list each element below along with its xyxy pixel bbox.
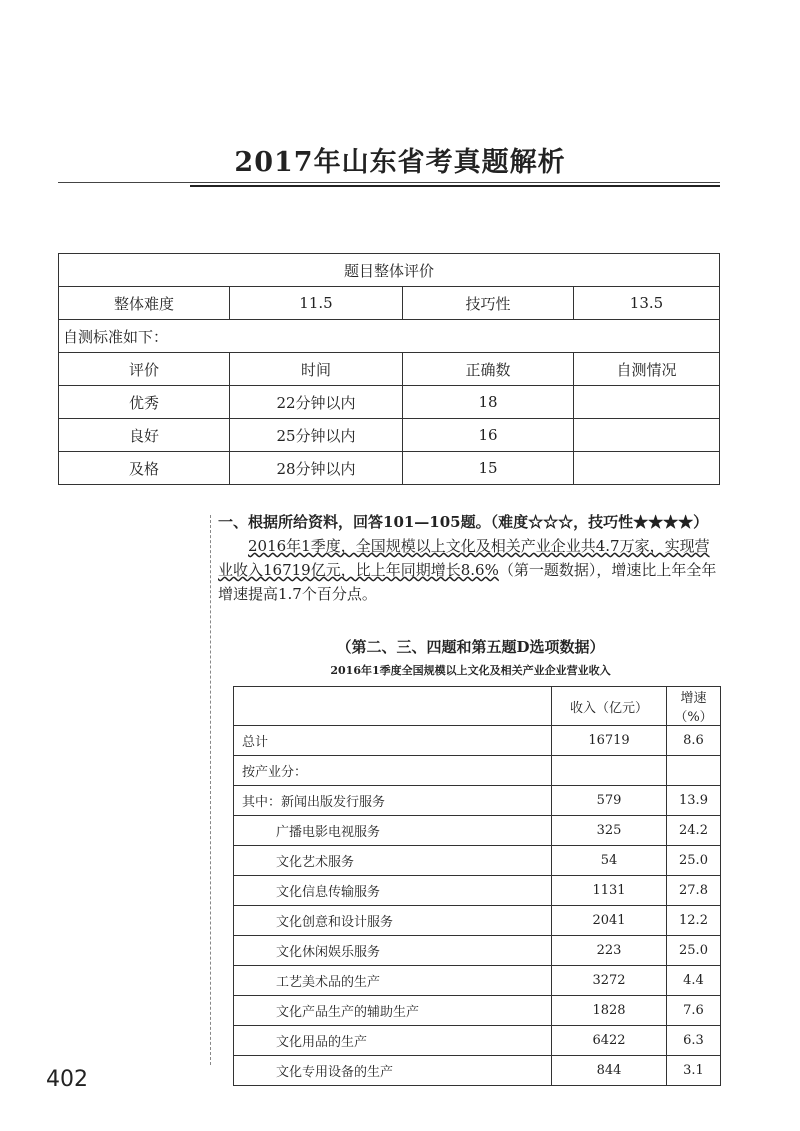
rating-cell: 优秀 (59, 386, 230, 419)
evaluation-table (58, 253, 720, 485)
page-title: 2017年山东省考真题解析 (234, 147, 566, 178)
revenue-table (233, 686, 721, 1086)
self-cell (574, 452, 720, 485)
title-rule-thin (58, 182, 720, 183)
income-cell: 1828 (552, 996, 667, 1026)
table-row (59, 419, 720, 452)
skill-value: 13.5 (574, 287, 720, 320)
growth-cell: 25.0 (667, 936, 721, 966)
margin-dashed-line (210, 515, 211, 1065)
industry-cell: 文化用品的生产 (234, 1026, 552, 1056)
table-row (234, 1056, 721, 1086)
time-cell: 22分钟以内 (230, 386, 403, 419)
table-caption: 2016年1季度全国规模以上文化及相关产业企业营业收入 (330, 664, 611, 677)
self-cell (574, 386, 720, 419)
industry-cell: 文化创意和设计服务 (234, 906, 552, 936)
industry-cell: 广播电影电视服务 (234, 816, 552, 846)
industry-cell: 文化艺术服务 (234, 846, 552, 876)
growth-cell (667, 756, 721, 786)
industry-cell: 文化专用设备的生产 (234, 1056, 552, 1086)
skill-label: 技巧性 (403, 287, 574, 320)
industry-cell: 文化产品生产的辅助生产 (234, 996, 552, 1026)
question-heading: 一、根据所给资料，回答101—105题。（难度☆☆☆，技巧性★★★★） (218, 513, 709, 531)
industry-cell: 其中：新闻出版发行服务 (234, 786, 552, 816)
income-cell: 2041 (552, 906, 667, 936)
growth-cell: 13.9 (667, 786, 721, 816)
table-row (234, 756, 721, 786)
growth-cell: 8.6 (667, 726, 721, 756)
income-cell: 579 (552, 786, 667, 816)
paragraph-note: （第一题数据） (498, 561, 597, 579)
income-cell: 325 (552, 816, 667, 846)
title-rule-thick (190, 185, 720, 187)
growth-header: 增速（%） (667, 687, 721, 726)
table-row (234, 846, 721, 876)
header-blank (234, 687, 552, 726)
income-cell: 16719 (552, 726, 667, 756)
column-header: 时间 (230, 353, 403, 386)
industry-cell: 按产业分： (234, 756, 552, 786)
underlined-text: 2016年1季度，全国规模以上文化及相关产业企业共4.7万家，实现营业收入16719亿元，比上年同期增长8.6% (218, 537, 710, 579)
table-row (234, 1026, 721, 1056)
table-row (234, 936, 721, 966)
income-cell: 6422 (552, 1026, 667, 1056)
income-cell (552, 756, 667, 786)
income-cell: 54 (552, 846, 667, 876)
correct-cell: 18 (403, 386, 574, 419)
table-row (234, 876, 721, 906)
column-header: 评价 (59, 353, 230, 386)
industry-cell: 文化信息传输服务 (234, 876, 552, 906)
table-row (234, 786, 721, 816)
data-subtitle: （第二、三、四题和第五题D选项数据） (336, 638, 605, 656)
growth-cell: 25.0 (667, 846, 721, 876)
industry-cell: 文化休闲娱乐服务 (234, 936, 552, 966)
income-header: 收入（亿元） (552, 687, 667, 726)
evaluation-header: 题目整体评价 (59, 254, 720, 287)
time-cell: 25分钟以内 (230, 419, 403, 452)
industry-cell: 总计 (234, 726, 552, 756)
table-row (59, 386, 720, 419)
difficulty-label: 整体难度 (59, 287, 230, 320)
industry-cell: 工艺美术品的生产 (234, 966, 552, 996)
income-cell: 1131 (552, 876, 667, 906)
table-row (234, 996, 721, 1026)
table-row (234, 966, 721, 996)
correct-cell: 16 (403, 419, 574, 452)
time-cell: 28分钟以内 (230, 452, 403, 485)
growth-cell: 27.8 (667, 876, 721, 906)
self-test-note: 自测标准如下： (59, 320, 720, 353)
table-row (234, 906, 721, 936)
correct-cell: 15 (403, 452, 574, 485)
page-number: 402 (46, 1067, 88, 1092)
growth-cell: 7.6 (667, 996, 721, 1026)
table-row (59, 452, 720, 485)
income-cell: 844 (552, 1056, 667, 1086)
rating-cell: 及格 (59, 452, 230, 485)
column-header: 正确数 (403, 353, 574, 386)
column-header: 自测情况 (574, 353, 720, 386)
growth-cell: 12.2 (667, 906, 721, 936)
question-paragraph (218, 534, 723, 606)
question-block (218, 510, 723, 606)
growth-cell: 24.2 (667, 816, 721, 846)
self-cell (574, 419, 720, 452)
rating-cell: 良好 (59, 419, 230, 452)
table-row (234, 816, 721, 846)
table-row (234, 726, 721, 756)
growth-cell: 3.1 (667, 1056, 721, 1086)
income-cell: 3272 (552, 966, 667, 996)
growth-cell: 4.4 (667, 966, 721, 996)
income-cell: 223 (552, 936, 667, 966)
difficulty-value: 11.5 (230, 287, 403, 320)
paragraph-rest: ，增速比上年全年增速提高1.7个百分点。 (218, 561, 717, 603)
growth-cell: 6.3 (667, 1026, 721, 1056)
